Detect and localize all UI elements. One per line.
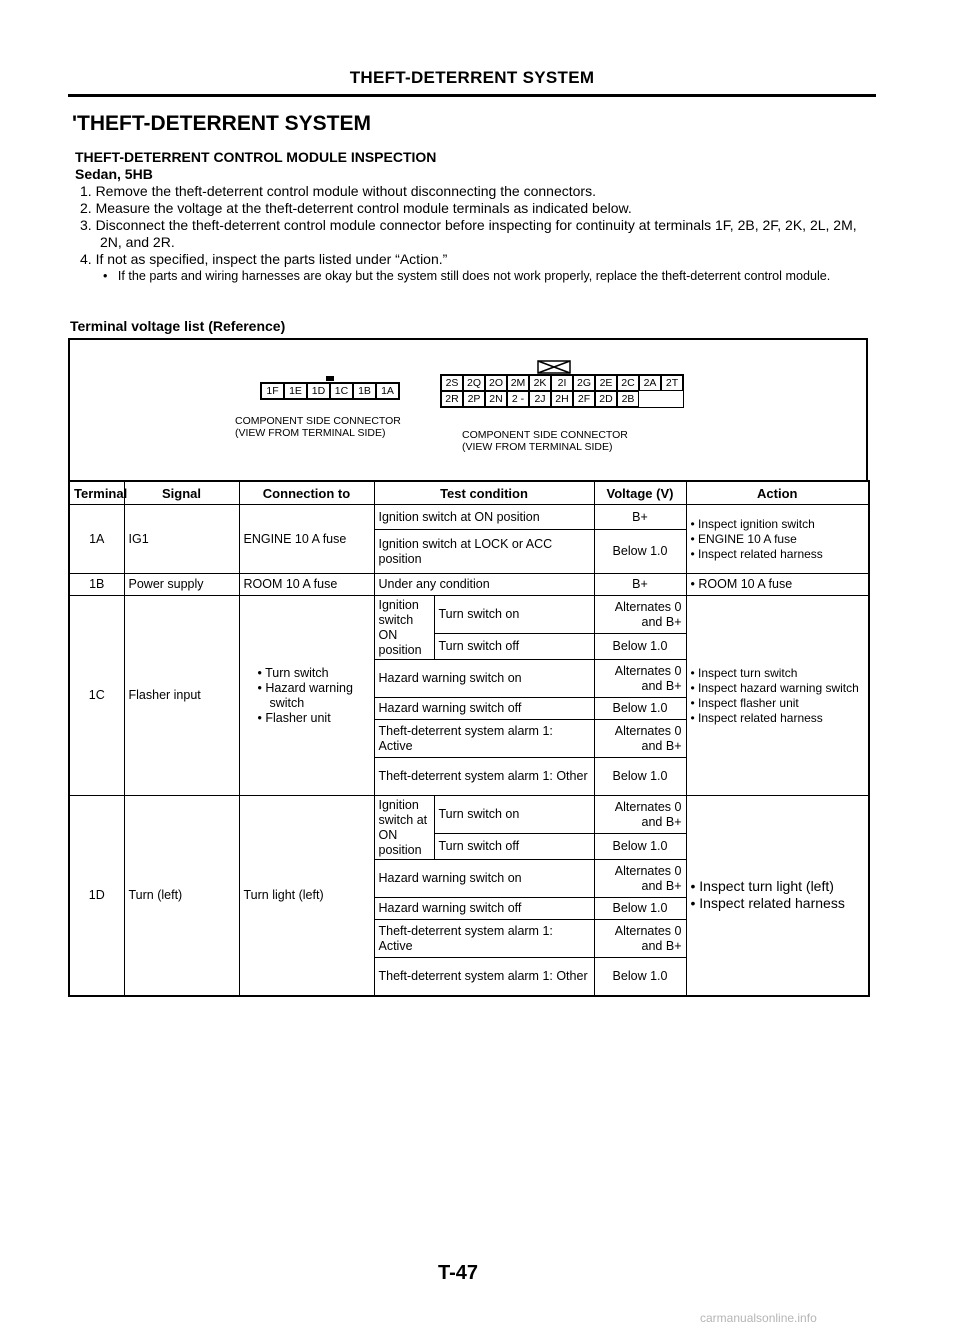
list-title: Terminal voltage list (Reference) (70, 318, 286, 334)
signal-cell: Flasher input (124, 596, 239, 796)
condition-cell: Theft-deterrent system alarm 1: Other (374, 758, 594, 796)
connector-pin: 2I (551, 375, 573, 391)
step-item: 2. Measure the voltage at the theft-deterrent control module terminals as indicated below. (80, 200, 632, 216)
connector-pin: 2T (661, 375, 683, 391)
condition-cell: Under any condition (374, 574, 594, 596)
voltage-cell: B+ (594, 574, 686, 596)
watermark: carmanualsonline.info (700, 1311, 817, 1325)
connection-cell (239, 596, 374, 796)
connector-pin: 2C (617, 375, 639, 391)
right-connector-label-line2: (VIEW FROM TERMINAL SIDE) (462, 441, 613, 453)
voltage-cell: Below 1.0 (594, 834, 686, 860)
connector-pin: 2J (529, 391, 551, 407)
right-connector-label (462, 429, 628, 453)
terminal-cell: 1A (69, 505, 124, 574)
condition-cell: Ignition switch at ON position (374, 505, 594, 530)
ignition-cell: Ignition switch at ON position (374, 796, 434, 860)
connector-pin: 2G (573, 375, 595, 391)
col-connection: Connection to (239, 481, 374, 505)
left-connector-label-line2: (VIEW FROM TERMINAL SIDE) (235, 427, 386, 439)
voltage-cell: Below 1.0 (594, 758, 686, 796)
voltage-cell: Alternates 0 and B+ (594, 660, 686, 698)
col-terminal: Terminal (69, 481, 124, 505)
col-test-condition: Test condition (374, 481, 594, 505)
condition-cell: Hazard warning switch off (374, 898, 594, 920)
voltage-cell: Alternates 0 and B+ (594, 596, 686, 634)
connection-cell: Turn light (left) (239, 796, 374, 996)
voltage-cell: Alternates 0 and B+ (594, 860, 686, 898)
voltage-cell: B+ (594, 505, 686, 530)
table-row (69, 596, 869, 634)
table-row (69, 796, 869, 834)
connector-pin: 1F (261, 383, 284, 399)
connector-pin: 1B (353, 383, 376, 399)
connector-pin: 1C (330, 383, 353, 399)
voltage-cell: Below 1.0 (594, 634, 686, 660)
connector-pin: 2E (595, 375, 617, 391)
connector-latch-icon (326, 376, 334, 381)
subtitle-heading: THEFT-DETERRENT CONTROL MODULE INSPECTION (75, 149, 437, 165)
action-item: • Inspect flasher unit (691, 696, 865, 711)
condition-cell: Turn switch on (434, 796, 594, 834)
connector-pin: 2 - (507, 391, 529, 407)
connector-pin: 2S (441, 375, 463, 391)
step-item: 1. Remove the theft-deterrent control module without disconnecting the connectors. (80, 183, 596, 199)
section-title: 'THEFT-DETERRENT SYSTEM (72, 112, 372, 135)
connector-pin: 2M (507, 375, 529, 391)
action-cell (686, 796, 869, 996)
condition-cell: Theft-deterrent system alarm 1: Active (374, 720, 594, 758)
connection-item: • Flasher unit (258, 711, 370, 726)
action-cell (686, 574, 869, 596)
left-connector-label-line1: COMPONENT SIDE CONNECTOR (235, 415, 401, 427)
condition-cell: Turn switch off (434, 834, 594, 860)
note-bullet: • If the parts and wiring harnesses are okay but the system still does not work properly, replace the theft-deterrent control module. (103, 269, 831, 283)
action-item: • Inspect related harness (691, 895, 865, 912)
action-item: • Inspect related harness (691, 711, 865, 726)
voltage-cell: Below 1.0 (594, 530, 686, 574)
subtitle (75, 149, 436, 183)
action-item: • Inspect hazard warning switch (691, 681, 865, 696)
terminal-voltage-table (68, 480, 870, 997)
left-connector (260, 382, 400, 400)
condition-cell: Theft-deterrent system alarm 1: Other (374, 958, 594, 996)
connector-pin: 2D (595, 391, 617, 407)
condition-cell: Turn switch off (434, 634, 594, 660)
col-action: Action (686, 481, 869, 505)
condition-cell: Turn switch on (434, 596, 594, 634)
action-cell (686, 596, 869, 796)
connector-pin: 2B (617, 391, 639, 407)
connection-item: • Hazard warning switch (258, 681, 370, 711)
action-item: • Inspect ignition switch (691, 517, 865, 532)
connection-cell: ROOM 10 A fuse (239, 574, 374, 596)
action-item: • Inspect turn light (left) (691, 878, 865, 895)
note-text: If the parts and wiring harnesses are okay but the system still does not work properly, replace the theft-deterrent control module. (117, 269, 831, 283)
signal-cell: IG1 (124, 505, 239, 574)
col-voltage: Voltage (V) (594, 481, 686, 505)
condition-cell: Hazard warning switch on (374, 660, 594, 698)
connector-pin: 1E (284, 383, 307, 399)
condition-cell: Ignition switch at LOCK or ACC position (374, 530, 594, 574)
terminal-cell: 1D (69, 796, 124, 996)
connection-item: • Turn switch (258, 666, 370, 681)
connector-pin: 2R (441, 391, 463, 407)
col-signal: Signal (124, 481, 239, 505)
voltage-cell: Below 1.0 (594, 898, 686, 920)
signal-cell: Power supply (124, 574, 239, 596)
action-item: • ROOM 10 A fuse (691, 577, 865, 592)
voltage-cell: Below 1.0 (594, 698, 686, 720)
connector-diagram (68, 338, 868, 480)
connector-pin: 2A (639, 375, 661, 391)
right-connector-label-line1: COMPONENT SIDE CONNECTOR (462, 429, 628, 441)
page-header: THEFT-DETERRENT SYSTEM (349, 68, 595, 87)
connector-pin: 1A (376, 383, 399, 399)
connector-pin: 2K (529, 375, 551, 391)
connector-pin: 2O (485, 375, 507, 391)
table-header-row (69, 481, 869, 505)
action-item: • ENGINE 10 A fuse (691, 532, 865, 547)
connection-cell: ENGINE 10 A fuse (239, 505, 374, 574)
connector-pin: 2P (463, 391, 485, 407)
terminal-cell: 1C (69, 596, 124, 796)
ignition-cell: Ignition switch ON position (374, 596, 434, 660)
connector-pin: 2F (573, 391, 595, 407)
left-connector-label (235, 415, 401, 439)
terminal-cell: 1B (69, 574, 124, 596)
step-item: 3. Disconnect the theft-deterrent control module connector before inspecting for continuity at terminals 1F, 2B, 2F, 2K, 2L, 2M, 2N, and 2R. (80, 217, 857, 250)
condition-cell: Theft-deterrent system alarm 1: Active (374, 920, 594, 958)
condition-cell: Hazard warning switch off (374, 698, 594, 720)
action-item: • Inspect turn switch (691, 666, 865, 681)
connector-pin: 2H (551, 391, 573, 407)
action-cell (686, 505, 869, 574)
connector-pin: 2N (485, 391, 507, 407)
header-rule (68, 94, 876, 97)
connector-pin: 2Q (463, 375, 485, 391)
subtitle-model: Sedan, 5HB (75, 166, 153, 182)
connector-pin: 1D (307, 383, 330, 399)
voltage-cell: Alternates 0 and B+ (594, 796, 686, 834)
page-number: T-47 (438, 1262, 479, 1284)
right-connector (440, 374, 684, 408)
voltage-cell: Alternates 0 and B+ (594, 920, 686, 958)
table-row (69, 574, 869, 596)
connector-lock-icon (537, 360, 571, 374)
action-item: • Inspect related harness (691, 547, 865, 562)
voltage-cell: Alternates 0 and B+ (594, 720, 686, 758)
signal-cell: Turn (left) (124, 796, 239, 996)
table-row (69, 505, 869, 530)
voltage-cell: Below 1.0 (594, 958, 686, 996)
step-item: 4. If not as specified, inspect the parts listed under “Action.” (80, 251, 448, 267)
condition-cell: Hazard warning switch on (374, 860, 594, 898)
procedure-steps (80, 183, 870, 268)
